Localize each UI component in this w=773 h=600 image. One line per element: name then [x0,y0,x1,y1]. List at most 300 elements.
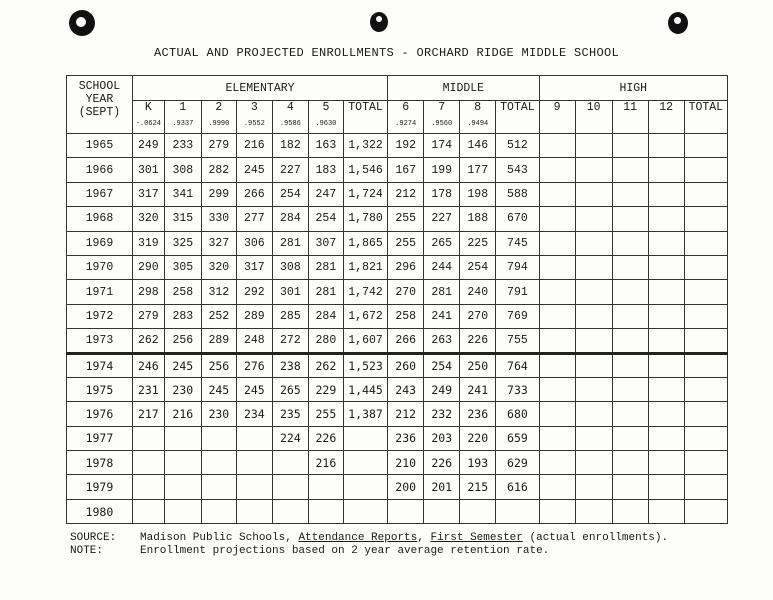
cell-high-empty [648,182,684,206]
retention-rate: .9586 [279,120,301,128]
high-col-4: 12 [648,101,684,134]
table-row [67,329,728,353]
cell-g8: 220 [460,426,496,450]
cell-g7: 281 [424,280,460,304]
source-note: SOURCE: Madison Public Schools, Attendance Reports, First Semester (actual enrollments). [70,532,669,544]
cell-g4 [272,475,308,499]
cell-high-empty [648,377,684,401]
cell-g2: 282 [201,158,236,182]
table-body [67,134,728,524]
cell-k [132,451,164,475]
cell-g5: 307 [308,231,343,255]
cell-g8: 241 [460,377,496,401]
cell-high-empty [648,451,684,475]
cell-etotal: 1,865 [343,231,387,255]
cell-g6: 258 [388,304,424,328]
cell-high-empty [539,158,575,182]
cell-high-empty [539,280,575,304]
cell-high-empty [575,182,612,206]
cell-g4: 272 [272,329,308,353]
cell-k: 246 [132,353,164,377]
cell-high-empty [684,158,727,182]
table-row [67,280,728,304]
retention-rate: .9337 [172,120,194,128]
cell-high-empty [539,182,575,206]
cell-g7: 241 [424,304,460,328]
cell-g6: 212 [388,402,424,426]
cell-high-empty [539,402,575,426]
cell-high-empty [684,280,727,304]
cell-high-empty [612,207,648,231]
row-year: 1980 [67,499,133,523]
cell-g3: 289 [236,304,272,328]
cell-g2: 327 [201,231,236,255]
cell-high-empty [539,353,575,377]
cell-high-empty [575,451,612,475]
cell-k [132,426,164,450]
cell-k: 262 [132,329,164,353]
footnotes [70,532,668,558]
cell-etotal: 1,607 [343,329,387,353]
cell-high-empty [612,255,648,279]
projection-note: NOTE: Enrollment projections based on 2 year average retention rate. [70,545,550,557]
cell-g5 [308,499,343,523]
cell-g2: 299 [201,182,236,206]
cell-high-empty [575,280,612,304]
cell-mtotal: 769 [496,304,539,328]
cell-high-empty [648,207,684,231]
high-col-3: 11 [612,101,648,134]
cell-g4: 285 [272,304,308,328]
cell-g1: 256 [164,329,201,353]
cell-g1: 308 [164,158,201,182]
retention-rate: .9494 [467,120,489,128]
cell-g6: 296 [388,255,424,279]
cell-high-empty [575,426,612,450]
cell-g5: 247 [308,182,343,206]
cell-g5: 281 [308,280,343,304]
cell-g6 [388,499,424,523]
high-col-1: 9 [539,101,575,134]
table-row [67,499,728,523]
cell-high-empty [575,353,612,377]
cell-k: 317 [132,182,164,206]
cell-g4: 227 [272,158,308,182]
cell-g6: 255 [388,207,424,231]
cell-etotal: 1,387 [343,402,387,426]
cell-g3: 292 [236,280,272,304]
cell-high-empty [648,329,684,353]
retention-rate: .9990 [208,120,230,128]
cell-g1: 233 [164,134,201,158]
cell-g5 [308,475,343,499]
retention-rate: .9560 [431,120,453,128]
cell-g1 [164,499,201,523]
cell-g8: 254 [460,255,496,279]
year-column-header: SCHOOL YEAR (SEPT) [67,76,133,134]
cell-mtotal: 794 [496,255,539,279]
cell-high-empty [648,231,684,255]
cell-g5: 284 [308,304,343,328]
table-row [67,255,728,279]
cell-g3: 306 [236,231,272,255]
cell-high-empty [684,353,727,377]
cell-g2: 279 [201,134,236,158]
cell-g1: 283 [164,304,201,328]
cell-g3: 317 [236,255,272,279]
cell-g6: 243 [388,377,424,401]
cell-g6: 192 [388,134,424,158]
table-row [67,377,728,401]
row-year: 1971 [67,280,133,304]
cell-g8: 225 [460,231,496,255]
high-group-header: HIGH [539,76,727,101]
cell-g6: 210 [388,451,424,475]
row-year: 1968 [67,207,133,231]
cell-g1: 245 [164,353,201,377]
cell-etotal: 1,523 [343,353,387,377]
cell-high-empty [575,475,612,499]
cell-high-empty [648,402,684,426]
cell-g7: 232 [424,402,460,426]
cell-high-empty [575,207,612,231]
cell-high-empty [684,329,727,353]
cell-high-empty [684,134,727,158]
cell-high-empty [648,158,684,182]
cell-g7: 265 [424,231,460,255]
cell-g5: 255 [308,402,343,426]
cell-g3 [236,499,272,523]
cell-high-empty [539,329,575,353]
row-year: 1979 [67,475,133,499]
cell-g3 [236,475,272,499]
cell-k [132,499,164,523]
cell-k: 298 [132,280,164,304]
cell-mtotal: 680 [496,402,539,426]
cell-g8: 146 [460,134,496,158]
cell-k: 290 [132,255,164,279]
cell-high-empty [684,182,727,206]
cell-g6: 212 [388,182,424,206]
cell-g8 [460,499,496,523]
cell-k: 217 [132,402,164,426]
cell-high-empty [612,475,648,499]
cell-g7: 227 [424,207,460,231]
table-row [67,231,728,255]
cell-k: 279 [132,304,164,328]
punch-hole-middle [370,12,388,32]
row-year: 1965 [67,134,133,158]
cell-mtotal: 764 [496,353,539,377]
elem-col-5: 4 .9586 [272,101,308,134]
row-year: 1973 [67,329,133,353]
middle-col-2: 7 .9560 [424,101,460,134]
cell-g4: 238 [272,353,308,377]
cell-g8: 236 [460,402,496,426]
cell-high-empty [612,426,648,450]
cell-g3: 276 [236,353,272,377]
cell-g8: 270 [460,304,496,328]
cell-high-empty [539,304,575,328]
cell-g3: 277 [236,207,272,231]
cell-g8: 250 [460,353,496,377]
retention-rate: .9274 [395,120,417,128]
cell-g2: 256 [201,353,236,377]
cell-high-empty [539,207,575,231]
cell-g3: 234 [236,402,272,426]
elem-col-6: 5 .9630 [308,101,343,134]
cell-g7: 263 [424,329,460,353]
cell-g5: 226 [308,426,343,450]
row-year: 1976 [67,402,133,426]
cell-high-empty [648,499,684,523]
cell-g7: 201 [424,475,460,499]
cell-high-empty [612,182,648,206]
row-year: 1972 [67,304,133,328]
cell-k: 320 [132,207,164,231]
cell-high-empty [648,353,684,377]
cell-g5: 254 [308,207,343,231]
cell-high-empty [539,231,575,255]
table-row [67,182,728,206]
cell-g1: 325 [164,231,201,255]
middle-col-4: TOTAL [496,101,539,134]
cell-mtotal: 755 [496,329,539,353]
cell-g4: 182 [272,134,308,158]
cell-etotal: 1,322 [343,134,387,158]
cell-k: 231 [132,377,164,401]
cell-high-empty [575,231,612,255]
cell-g6: 260 [388,353,424,377]
row-year: 1966 [67,158,133,182]
cell-high-empty [612,134,648,158]
cell-g1 [164,475,201,499]
cell-g6: 200 [388,475,424,499]
cell-g4: 224 [272,426,308,450]
elem-col-1: K -.0624 [132,101,164,134]
cell-etotal: 1,821 [343,255,387,279]
cell-etotal [343,475,387,499]
column-headers [67,101,728,134]
cell-g5: 281 [308,255,343,279]
elem-col-2: 1 .9337 [164,101,201,134]
cell-high-empty [612,231,648,255]
cell-g2 [201,475,236,499]
cell-g4: 281 [272,231,308,255]
table-row [67,304,728,328]
cell-g2: 320 [201,255,236,279]
table-row [67,402,728,426]
row-year: 1974 [67,353,133,377]
cell-high-empty [648,255,684,279]
cell-g8: 198 [460,182,496,206]
cell-etotal: 1,445 [343,377,387,401]
cell-mtotal: 733 [496,377,539,401]
cell-g7: 226 [424,451,460,475]
cell-g2: 312 [201,280,236,304]
cell-high-empty [539,377,575,401]
row-year: 1967 [67,182,133,206]
cell-high-empty [612,158,648,182]
retention-rate: .9630 [315,120,337,128]
table-row [67,353,728,377]
cell-g5: 183 [308,158,343,182]
cell-k: 319 [132,231,164,255]
cell-mtotal [496,499,539,523]
middle-group-header: MIDDLE [388,76,539,101]
cell-high-empty [684,304,727,328]
cell-high-empty [648,280,684,304]
cell-high-empty [539,475,575,499]
retention-rate: .9552 [243,120,265,128]
cell-high-empty [612,304,648,328]
cell-g5: 163 [308,134,343,158]
cell-high-empty [684,255,727,279]
cell-g4 [272,451,308,475]
cell-g2: 330 [201,207,236,231]
cell-high-empty [575,304,612,328]
cell-g2: 230 [201,402,236,426]
cell-k: 249 [132,134,164,158]
cell-g1: 305 [164,255,201,279]
cell-g1 [164,426,201,450]
cell-etotal: 1,546 [343,158,387,182]
cell-g2: 245 [201,377,236,401]
cell-high-empty [575,329,612,353]
middle-col-1: 6 .9274 [388,101,424,134]
cell-g7: 174 [424,134,460,158]
cell-g7: 178 [424,182,460,206]
cell-g2 [201,451,236,475]
cell-g1: 230 [164,377,201,401]
cell-g6: 270 [388,280,424,304]
cell-high-empty [684,207,727,231]
cell-g7 [424,499,460,523]
elem-col-7: TOTAL [343,101,387,134]
cell-high-empty [612,451,648,475]
cell-g7: 254 [424,353,460,377]
cell-mtotal: 670 [496,207,539,231]
cell-mtotal: 512 [496,134,539,158]
punch-hole-right [668,12,688,34]
cell-mtotal: 745 [496,231,539,255]
punch-hole-left [69,10,95,36]
elem-col-3: 2 .9990 [201,101,236,134]
cell-high-empty [575,255,612,279]
cell-g3: 216 [236,134,272,158]
cell-g3 [236,451,272,475]
cell-high-empty [684,377,727,401]
cell-g2 [201,499,236,523]
retention-rate: -.0624 [135,120,161,128]
row-year: 1970 [67,255,133,279]
table-row [67,158,728,182]
cell-high-empty [575,499,612,523]
cell-high-empty [684,231,727,255]
middle-col-3: 8 .9494 [460,101,496,134]
cell-high-empty [648,304,684,328]
cell-high-empty [648,134,684,158]
cell-high-empty [684,402,727,426]
table-row [67,451,728,475]
cell-g7: 199 [424,158,460,182]
cell-mtotal: 543 [496,158,539,182]
table-row [67,207,728,231]
cell-g8: 177 [460,158,496,182]
cell-high-empty [684,426,727,450]
cell-g4: 284 [272,207,308,231]
row-year: 1969 [67,231,133,255]
row-year: 1975 [67,377,133,401]
cell-high-empty [612,353,648,377]
cell-etotal: 1,780 [343,207,387,231]
cell-mtotal: 588 [496,182,539,206]
cell-mtotal: 629 [496,451,539,475]
cell-g8: 240 [460,280,496,304]
cell-g3: 245 [236,158,272,182]
cell-g1: 216 [164,402,201,426]
enrollment-table [66,75,728,524]
cell-g1: 341 [164,182,201,206]
cell-high-empty [575,377,612,401]
cell-k [132,475,164,499]
cell-g5: 262 [308,353,343,377]
cell-high-empty [612,280,648,304]
cell-mtotal: 616 [496,475,539,499]
row-year: 1978 [67,451,133,475]
elementary-group-header: ELEMENTARY [132,76,387,101]
cell-g4 [272,499,308,523]
cell-g3: 266 [236,182,272,206]
cell-g4: 235 [272,402,308,426]
cell-high-empty [539,134,575,158]
cell-etotal [343,451,387,475]
cell-g3: 245 [236,377,272,401]
cell-g4: 308 [272,255,308,279]
cell-high-empty [612,499,648,523]
cell-high-empty [575,134,612,158]
cell-high-empty [612,377,648,401]
cell-g6: 236 [388,426,424,450]
cell-high-empty [539,426,575,450]
cell-high-empty [575,402,612,426]
cell-high-empty [684,475,727,499]
cell-high-empty [539,451,575,475]
cell-high-empty [539,255,575,279]
cell-high-empty [612,329,648,353]
cell-etotal: 1,672 [343,304,387,328]
row-year: 1977 [67,426,133,450]
cell-g8: 215 [460,475,496,499]
cell-g1: 258 [164,280,201,304]
cell-etotal [343,499,387,523]
cell-high-empty [648,426,684,450]
cell-g5: 280 [308,329,343,353]
high-col-5: TOTAL [684,101,727,134]
cell-high-empty [648,475,684,499]
cell-g4: 254 [272,182,308,206]
cell-g4: 301 [272,280,308,304]
cell-g8: 188 [460,207,496,231]
table-row [67,134,728,158]
cell-mtotal: 791 [496,280,539,304]
cell-g3 [236,426,272,450]
cell-g1 [164,451,201,475]
cell-g2: 289 [201,329,236,353]
table-row [67,475,728,499]
cell-g6: 266 [388,329,424,353]
cell-g8: 226 [460,329,496,353]
